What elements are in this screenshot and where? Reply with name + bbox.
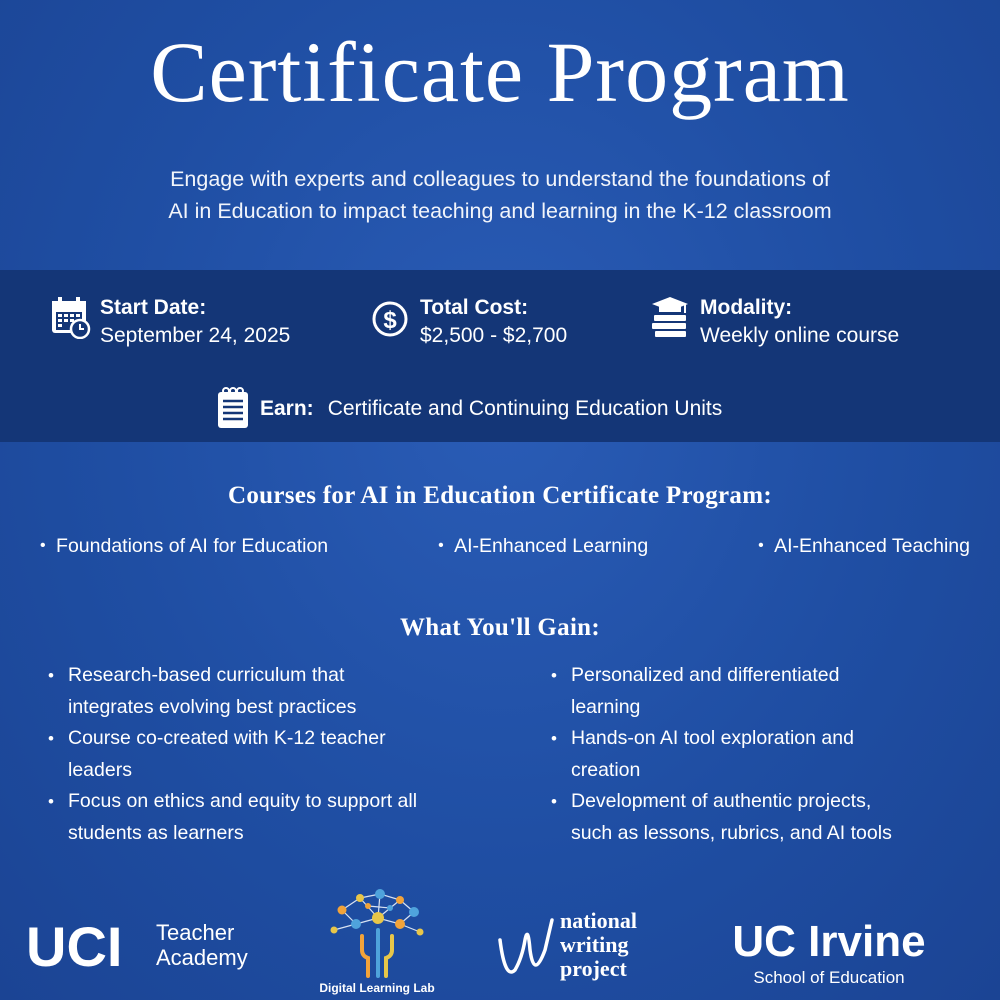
gain-item-line: leaders [68, 758, 132, 781]
books-icon [650, 295, 692, 339]
gain-item-line: • Personalized and differentiated [571, 664, 840, 686]
total-cost-value: $2,500 - $2,700 [420, 324, 568, 347]
start-date-value: September 24, 2025 [100, 324, 291, 347]
courses-list [40, 535, 970, 558]
gain-item [48, 786, 518, 849]
school-of-education-text: School of Education [753, 968, 905, 987]
gain-item-line: creation [571, 758, 641, 781]
gain-item-line: students as learners [68, 821, 244, 844]
uci-teacher-academy-logo [26, 915, 248, 978]
svg-text:$: $ [383, 307, 397, 334]
start-date-label: Start Date: [100, 296, 207, 319]
modality-info [650, 295, 899, 351]
modality-label: Modality: [700, 296, 793, 319]
subtitle-line-2: AI in Education to impact teaching and learning in the K-12 classroom [168, 199, 832, 223]
gain-item [551, 786, 981, 849]
gain-item-line: • Research-based curriculum that [68, 664, 345, 686]
dollar-icon [370, 295, 412, 339]
total-cost-label: Total Cost: [420, 296, 529, 319]
national-writing-project-logo [500, 908, 637, 981]
earn-value: Certificate and Continuing Education Units [327, 397, 723, 420]
gain-item [48, 660, 518, 723]
uc-irvine-wordmark: UC Irvine [732, 917, 926, 966]
gain-item-line: • Development of authentic projects, [571, 790, 872, 812]
digital-learning-lab-logo [319, 889, 434, 995]
courses-heading: Courses for AI in Education Certificate Program: [228, 482, 772, 509]
course-item: • AI-Enhanced Teaching [758, 535, 970, 558]
academy-text: Academy [156, 945, 248, 970]
nwp-project-text: project [560, 956, 627, 981]
dll-text: Digital Learning Lab [319, 981, 435, 995]
gain-item-line: • Focus on ethics and equity to support all [68, 790, 418, 812]
footer-logos [0, 880, 1000, 1000]
notepad-icon [214, 386, 254, 432]
nwp-national-text: national [560, 908, 638, 933]
earn-label: Earn: [260, 397, 314, 420]
uc-irvine-logo [732, 917, 925, 987]
course-item: • AI-Enhanced Learning [438, 535, 648, 558]
nwp-writing-text: writing [560, 932, 629, 957]
gain-item-line: • Course co-created with K-12 teacher [68, 727, 386, 749]
gain-item [551, 723, 981, 786]
total-cost-info [370, 295, 567, 351]
teacher-text: Teacher [156, 920, 235, 945]
gain-item-line: learning [571, 695, 641, 718]
gain-item-line: such as lessons, rubrics, and AI tools [571, 821, 892, 844]
subtitle [60, 163, 940, 227]
page-title: Certificate Program [150, 24, 850, 120]
gain-list-right [551, 660, 981, 849]
gain-item [551, 660, 981, 723]
gain-item [48, 723, 518, 786]
course-item: • Foundations of AI for Education [40, 535, 328, 558]
earn-info [214, 386, 722, 432]
gain-list-left [48, 660, 518, 849]
gain-item-line: • Hands-on AI tool exploration and [571, 727, 854, 749]
subtitle-line-1: Engage with experts and colleagues to understand the foundations of [170, 167, 830, 191]
uci-wordmark: UCI [26, 915, 123, 978]
gain-item-line: integrates evolving best practices [68, 695, 357, 718]
gain-heading: What You'll Gain: [399, 614, 601, 641]
calendar-icon [50, 295, 92, 339]
start-date-info [50, 295, 290, 351]
modality-value: Weekly online course [700, 324, 900, 347]
